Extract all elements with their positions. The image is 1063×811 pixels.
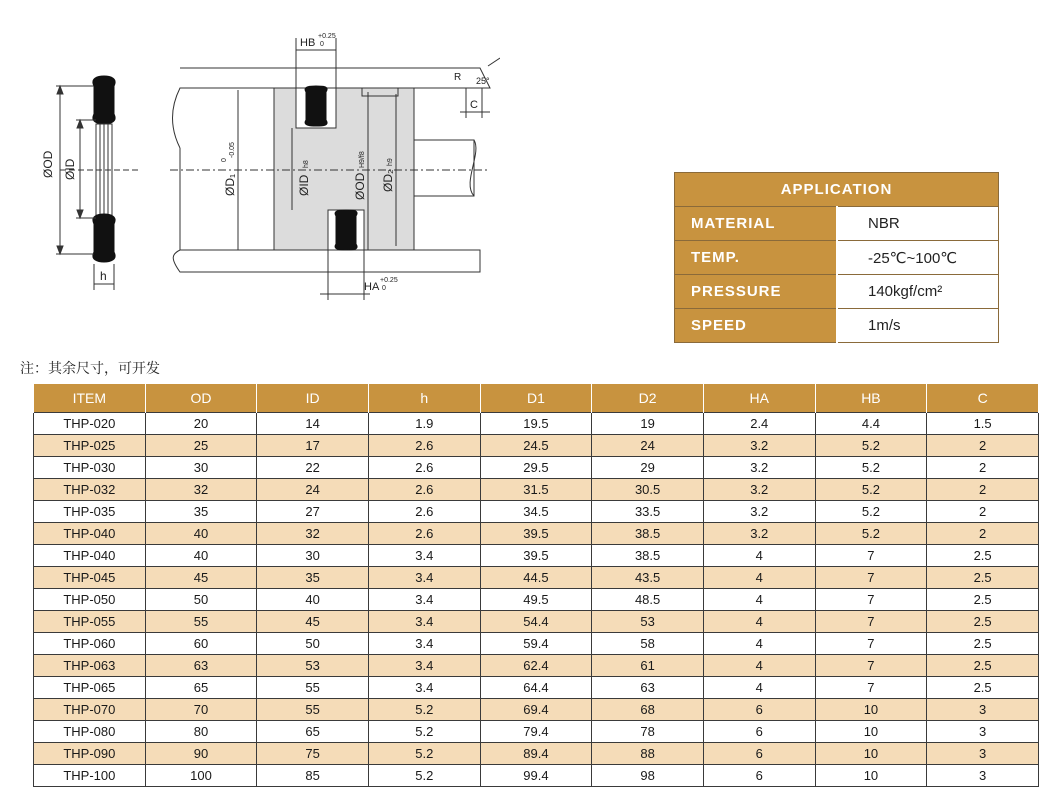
table-row <box>34 743 1039 765</box>
dimension-note: 注：其余尺寸，可开发 <box>20 361 160 377</box>
application-table <box>674 172 999 343</box>
column-header-d2: D2 <box>592 384 704 413</box>
table-cell-ha: 6 <box>703 721 815 743</box>
table-cell-ha: 4 <box>703 611 815 633</box>
table-cell-id: 50 <box>257 633 369 655</box>
table-row <box>34 699 1039 721</box>
table-row <box>34 501 1039 523</box>
table-cell-od: 45 <box>145 567 257 589</box>
table-cell-c: 3 <box>927 743 1039 765</box>
table-cell-item: THP-035 <box>34 501 146 523</box>
table-row <box>34 633 1039 655</box>
label-od-h9f8: ØOD <box>353 172 367 200</box>
application-value: 1m/s <box>837 309 999 343</box>
table-cell-item: THP-040 <box>34 545 146 567</box>
table-cell-od: 50 <box>145 589 257 611</box>
table-cell-od: 90 <box>145 743 257 765</box>
application-row-pressure <box>675 275 999 309</box>
table-cell-hb: 7 <box>815 633 927 655</box>
table-cell-d2: 43.5 <box>592 567 704 589</box>
table-cell-h: 2.6 <box>368 501 480 523</box>
table-cell-h: 5.2 <box>368 765 480 787</box>
column-header-od: OD <box>145 384 257 413</box>
table-cell-d1: 39.5 <box>480 545 592 567</box>
table-cell-id: 24 <box>257 479 369 501</box>
table-cell-d1: 19.5 <box>480 413 592 435</box>
label-id-h8: ØID <box>297 174 311 196</box>
table-cell-h: 2.6 <box>368 457 480 479</box>
table-cell-d2: 53 <box>592 611 704 633</box>
table-row <box>34 765 1039 787</box>
table-cell-ha: 3.2 <box>703 501 815 523</box>
label-c: C <box>470 99 478 111</box>
table-cell-item: THP-060 <box>34 633 146 655</box>
table-cell-od: 63 <box>145 655 257 677</box>
table-cell-d2: 68 <box>592 699 704 721</box>
application-key: MATERIAL <box>675 207 838 241</box>
table-cell-c: 2.5 <box>927 677 1039 699</box>
table-cell-d1: 79.4 <box>480 721 592 743</box>
label-ha-tol-top: +0.25 <box>380 277 398 284</box>
table-cell-c: 2.5 <box>927 633 1039 655</box>
table-cell-id: 55 <box>257 677 369 699</box>
table-cell-h: 5.2 <box>368 743 480 765</box>
table-cell-item: THP-065 <box>34 677 146 699</box>
table-cell-item: THP-045 <box>34 567 146 589</box>
table-cell-od: 60 <box>145 633 257 655</box>
table-cell-d2: 58 <box>592 633 704 655</box>
table-row <box>34 611 1039 633</box>
table-cell-id: 30 <box>257 545 369 567</box>
table-cell-ha: 4 <box>703 677 815 699</box>
table-cell-item: THP-032 <box>34 479 146 501</box>
table-cell-hb: 5.2 <box>815 457 927 479</box>
table-cell-d2: 30.5 <box>592 479 704 501</box>
table-cell-c: 1.5 <box>927 413 1039 435</box>
table-cell-c: 2.5 <box>927 567 1039 589</box>
column-header-hb: HB <box>815 384 927 413</box>
column-header-item: ITEM <box>34 384 146 413</box>
table-cell-ha: 3.2 <box>703 479 815 501</box>
table-cell-h: 3.4 <box>368 567 480 589</box>
table-cell-d2: 19 <box>592 413 704 435</box>
label-d1-tol-top: 0 <box>221 158 228 162</box>
table-cell-c: 3 <box>927 699 1039 721</box>
table-cell-id: 22 <box>257 457 369 479</box>
table-cell-h: 3.4 <box>368 633 480 655</box>
table-cell-item: THP-030 <box>34 457 146 479</box>
table-row <box>34 655 1039 677</box>
table-cell-hb: 7 <box>815 545 927 567</box>
table-cell-ha: 4 <box>703 567 815 589</box>
table-cell-d1: 29.5 <box>480 457 592 479</box>
table-cell-d1: 49.5 <box>480 589 592 611</box>
table-cell-d2: 78 <box>592 721 704 743</box>
label-id-h8-tol: h8 <box>303 160 310 168</box>
label-id: ØID <box>63 158 77 180</box>
table-cell-ha: 6 <box>703 699 815 721</box>
column-header-c: C <box>927 384 1039 413</box>
table-cell-od: 30 <box>145 457 257 479</box>
label-hb-tol-bot: 0 <box>320 41 324 48</box>
table-cell-c: 2.5 <box>927 545 1039 567</box>
label-ha: HA <box>364 281 380 293</box>
table-row <box>34 457 1039 479</box>
table-cell-hb: 7 <box>815 567 927 589</box>
seal-section-drawing <box>56 76 140 290</box>
table-row <box>34 523 1039 545</box>
table-cell-id: 45 <box>257 611 369 633</box>
table-cell-hb: 7 <box>815 677 927 699</box>
application-value: 140kgf/cm² <box>837 275 999 309</box>
table-cell-h: 2.6 <box>368 523 480 545</box>
table-cell-ha: 3.2 <box>703 523 815 545</box>
table-cell-hb: 4.4 <box>815 413 927 435</box>
table-row <box>34 479 1039 501</box>
table-cell-c: 2.5 <box>927 611 1039 633</box>
label-d1-tol-bot: -0.05 <box>229 142 236 158</box>
table-cell-od: 40 <box>145 523 257 545</box>
table-cell-d1: 62.4 <box>480 655 592 677</box>
table-cell-hb: 5.2 <box>815 435 927 457</box>
table-cell-od: 25 <box>145 435 257 457</box>
table-cell-c: 2 <box>927 457 1039 479</box>
table-cell-od: 55 <box>145 611 257 633</box>
table-cell-id: 75 <box>257 743 369 765</box>
table-cell-item: THP-055 <box>34 611 146 633</box>
table-cell-c: 2.5 <box>927 655 1039 677</box>
label-ha-tol-bot: 0 <box>382 285 386 292</box>
housing-assembly-drawing <box>170 38 500 300</box>
table-cell-d1: 54.4 <box>480 611 592 633</box>
table-cell-d2: 33.5 <box>592 501 704 523</box>
dimension-table-header <box>34 384 1039 413</box>
application-row-speed <box>675 309 999 343</box>
table-cell-d2: 63 <box>592 677 704 699</box>
table-cell-id: 85 <box>257 765 369 787</box>
table-cell-id: 14 <box>257 413 369 435</box>
table-cell-d1: 24.5 <box>480 435 592 457</box>
table-cell-d1: 99.4 <box>480 765 592 787</box>
table-cell-d2: 61 <box>592 655 704 677</box>
table-cell-item: THP-025 <box>34 435 146 457</box>
table-cell-h: 5.2 <box>368 699 480 721</box>
table-cell-d1: 31.5 <box>480 479 592 501</box>
table-cell-h: 1.9 <box>368 413 480 435</box>
table-row <box>34 567 1039 589</box>
table-cell-item: THP-070 <box>34 699 146 721</box>
table-cell-h: 2.6 <box>368 435 480 457</box>
table-cell-hb: 5.2 <box>815 501 927 523</box>
table-cell-id: 55 <box>257 699 369 721</box>
table-cell-od: 32 <box>145 479 257 501</box>
table-cell-d1: 69.4 <box>480 699 592 721</box>
table-cell-h: 3.4 <box>368 545 480 567</box>
table-cell-item: THP-020 <box>34 413 146 435</box>
label-d1: ØD₁ <box>223 173 237 196</box>
dimension-table <box>33 384 1039 787</box>
table-cell-item: THP-100 <box>34 765 146 787</box>
column-header-d1: D1 <box>480 384 592 413</box>
table-row <box>34 413 1039 435</box>
application-key: SPEED <box>675 309 838 343</box>
application-key: TEMP. <box>675 241 838 275</box>
label-d2-tol: h9 <box>387 158 394 166</box>
table-cell-d2: 38.5 <box>592 545 704 567</box>
table-cell-ha: 3.2 <box>703 435 815 457</box>
application-key: PRESSURE <box>675 275 838 309</box>
column-header-ha: HA <box>703 384 815 413</box>
table-cell-id: 17 <box>257 435 369 457</box>
table-cell-hb: 10 <box>815 721 927 743</box>
label-od: ØOD <box>41 150 55 178</box>
table-cell-hb: 5.2 <box>815 523 927 545</box>
table-cell-ha: 4 <box>703 545 815 567</box>
table-cell-id: 53 <box>257 655 369 677</box>
label-hb: HB <box>300 37 316 49</box>
table-cell-c: 2.5 <box>927 589 1039 611</box>
table-cell-id: 32 <box>257 523 369 545</box>
table-cell-h: 3.4 <box>368 655 480 677</box>
table-cell-d1: 34.5 <box>480 501 592 523</box>
table-cell-id: 65 <box>257 721 369 743</box>
table-cell-d2: 29 <box>592 457 704 479</box>
table-cell-ha: 4 <box>703 633 815 655</box>
table-cell-od: 40 <box>145 545 257 567</box>
table-cell-d1: 89.4 <box>480 743 592 765</box>
table-cell-d2: 88 <box>592 743 704 765</box>
table-cell-d1: 44.5 <box>480 567 592 589</box>
table-cell-d2: 24 <box>592 435 704 457</box>
table-cell-ha: 6 <box>703 765 815 787</box>
table-cell-od: 70 <box>145 699 257 721</box>
table-cell-hb: 10 <box>815 743 927 765</box>
table-cell-d1: 39.5 <box>480 523 592 545</box>
table-cell-d1: 59.4 <box>480 633 592 655</box>
table-cell-hb: 7 <box>815 655 927 677</box>
label-angle: 25° <box>476 76 490 86</box>
application-title: APPLICATION <box>675 173 999 207</box>
table-cell-d2: 38.5 <box>592 523 704 545</box>
table-cell-h: 2.6 <box>368 479 480 501</box>
table-cell-d2: 98 <box>592 765 704 787</box>
table-row <box>34 589 1039 611</box>
table-row <box>34 721 1039 743</box>
table-cell-c: 3 <box>927 765 1039 787</box>
table-cell-h: 3.4 <box>368 677 480 699</box>
table-cell-d1: 64.4 <box>480 677 592 699</box>
table-cell-c: 3 <box>927 721 1039 743</box>
table-cell-item: THP-090 <box>34 743 146 765</box>
table-cell-hb: 7 <box>815 611 927 633</box>
table-cell-c: 2 <box>927 479 1039 501</box>
table-cell-c: 2 <box>927 501 1039 523</box>
table-cell-ha: 3.2 <box>703 457 815 479</box>
application-row-temp <box>675 241 999 275</box>
table-cell-ha: 6 <box>703 743 815 765</box>
table-cell-ha: 4 <box>703 589 815 611</box>
label-od-h9f8-tol: H9/f8 <box>359 151 366 168</box>
table-cell-c: 2 <box>927 523 1039 545</box>
table-cell-hb: 5.2 <box>815 479 927 501</box>
table-row <box>34 677 1039 699</box>
table-cell-hb: 10 <box>815 765 927 787</box>
table-cell-item: THP-050 <box>34 589 146 611</box>
column-header-h: h <box>368 384 480 413</box>
table-cell-ha: 2.4 <box>703 413 815 435</box>
dimension-table-body <box>34 413 1039 787</box>
table-cell-od: 65 <box>145 677 257 699</box>
application-header-row <box>675 173 999 207</box>
table-cell-id: 27 <box>257 501 369 523</box>
label-hb-tol-top: +0.25 <box>318 33 336 40</box>
table-row <box>34 435 1039 457</box>
table-cell-h: 3.4 <box>368 589 480 611</box>
table-cell-hb: 10 <box>815 699 927 721</box>
table-cell-id: 40 <box>257 589 369 611</box>
application-value: NBR <box>837 207 999 241</box>
label-h: h <box>100 269 107 283</box>
table-cell-item: THP-063 <box>34 655 146 677</box>
seal-technical-drawing <box>30 28 500 310</box>
table-cell-ha: 4 <box>703 655 815 677</box>
application-row-material <box>675 207 999 241</box>
table-cell-od: 35 <box>145 501 257 523</box>
table-cell-item: THP-080 <box>34 721 146 743</box>
table-cell-item: THP-040 <box>34 523 146 545</box>
table-cell-od: 20 <box>145 413 257 435</box>
label-r: R <box>454 72 462 83</box>
application-value: -25℃~100℃ <box>837 241 999 275</box>
table-cell-od: 100 <box>145 765 257 787</box>
table-cell-id: 35 <box>257 567 369 589</box>
column-header-id: ID <box>257 384 369 413</box>
table-cell-h: 5.2 <box>368 721 480 743</box>
table-cell-h: 3.4 <box>368 611 480 633</box>
table-cell-hb: 7 <box>815 589 927 611</box>
table-cell-d2: 48.5 <box>592 589 704 611</box>
table-cell-od: 80 <box>145 721 257 743</box>
label-d2: ØD₂ <box>381 169 395 192</box>
table-row <box>34 545 1039 567</box>
table-cell-c: 2 <box>927 435 1039 457</box>
